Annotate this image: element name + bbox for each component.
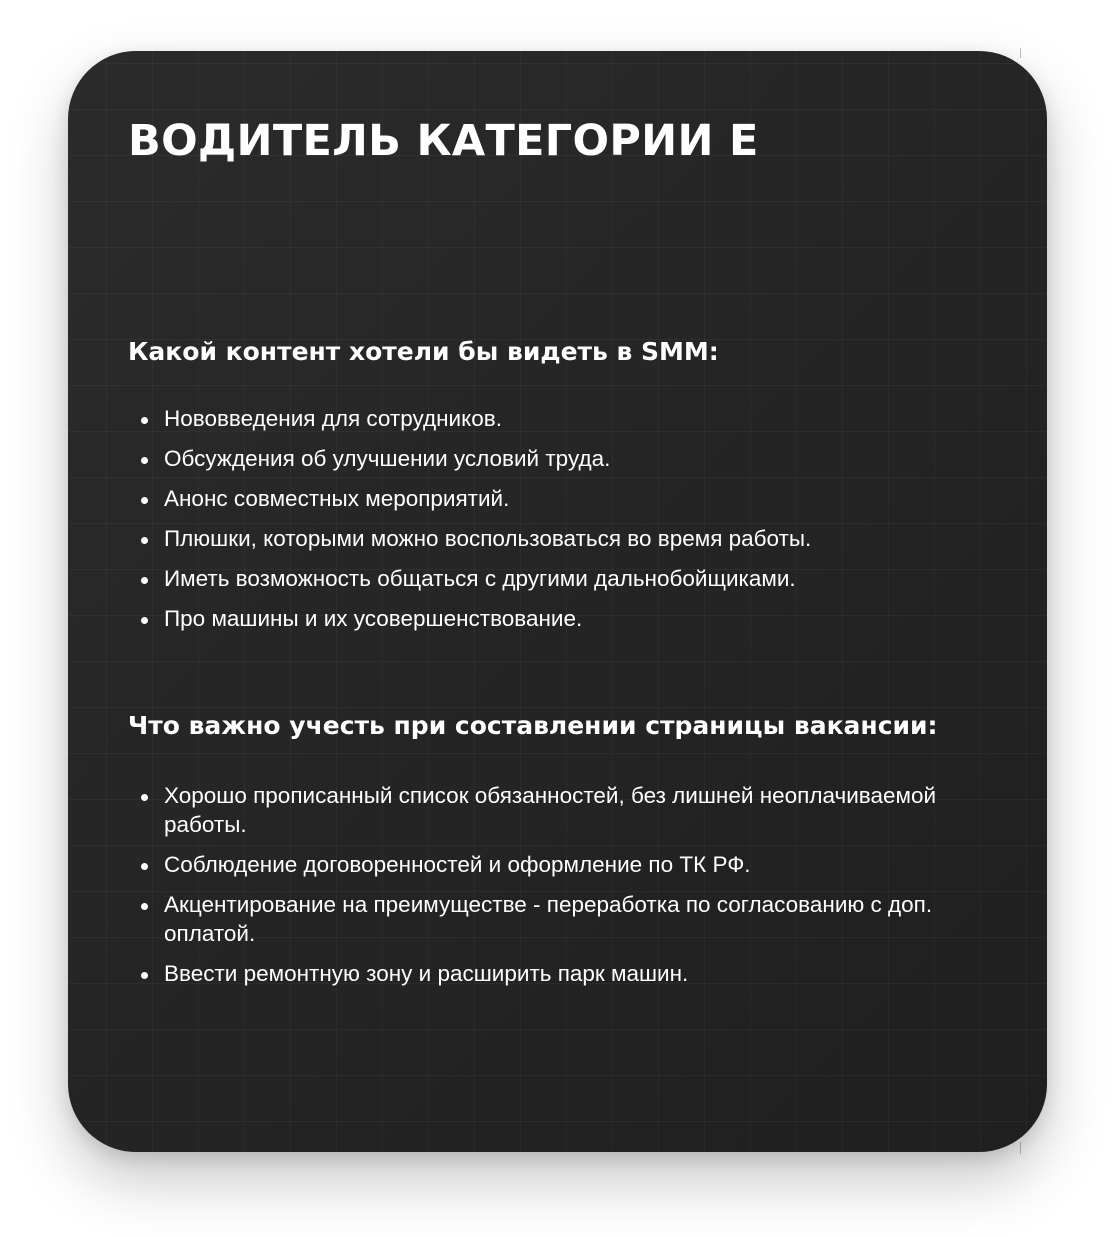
corner-guide-top (1020, 48, 1021, 58)
list-item: Акцентирование на преимуществе - переработка по согласованию с доп. оплатой. (138, 890, 938, 948)
list-item: Плюшки, которыми можно воспользоваться во время работы. (138, 524, 958, 553)
list-item: Хорошо прописанный список обязанностей, без лишней неоплачиваемой работы. (138, 781, 938, 839)
vacancy-page-heading: Что важно учесть при составлении страницы вакансии: (128, 711, 938, 740)
list-item: Обсуждения об улучшении условий труда. (138, 444, 958, 473)
smm-content-list (138, 404, 958, 644)
list-item: Нововведения для сотрудников. (138, 404, 958, 433)
vacancy-page-list (138, 781, 938, 999)
list-item: Про машины и их усовершенствование. (138, 604, 958, 633)
list-item: Ввести ремонтную зону и расширить парк машин. (138, 959, 938, 988)
list-item: Иметь возможность общаться с другими дальнобойщиками. (138, 564, 958, 593)
list-item: Соблюдение договоренностей и оформление по ТК РФ. (138, 850, 938, 879)
persona-card (68, 51, 1047, 1152)
smm-content-heading: Какой контент хотели бы видеть в SMM: (128, 337, 719, 366)
card-title: ВОДИТЕЛЬ КАТЕГОРИИ Е (128, 116, 759, 166)
corner-guide-bottom (1020, 1142, 1021, 1154)
list-item: Анонс совместных мероприятий. (138, 484, 958, 513)
